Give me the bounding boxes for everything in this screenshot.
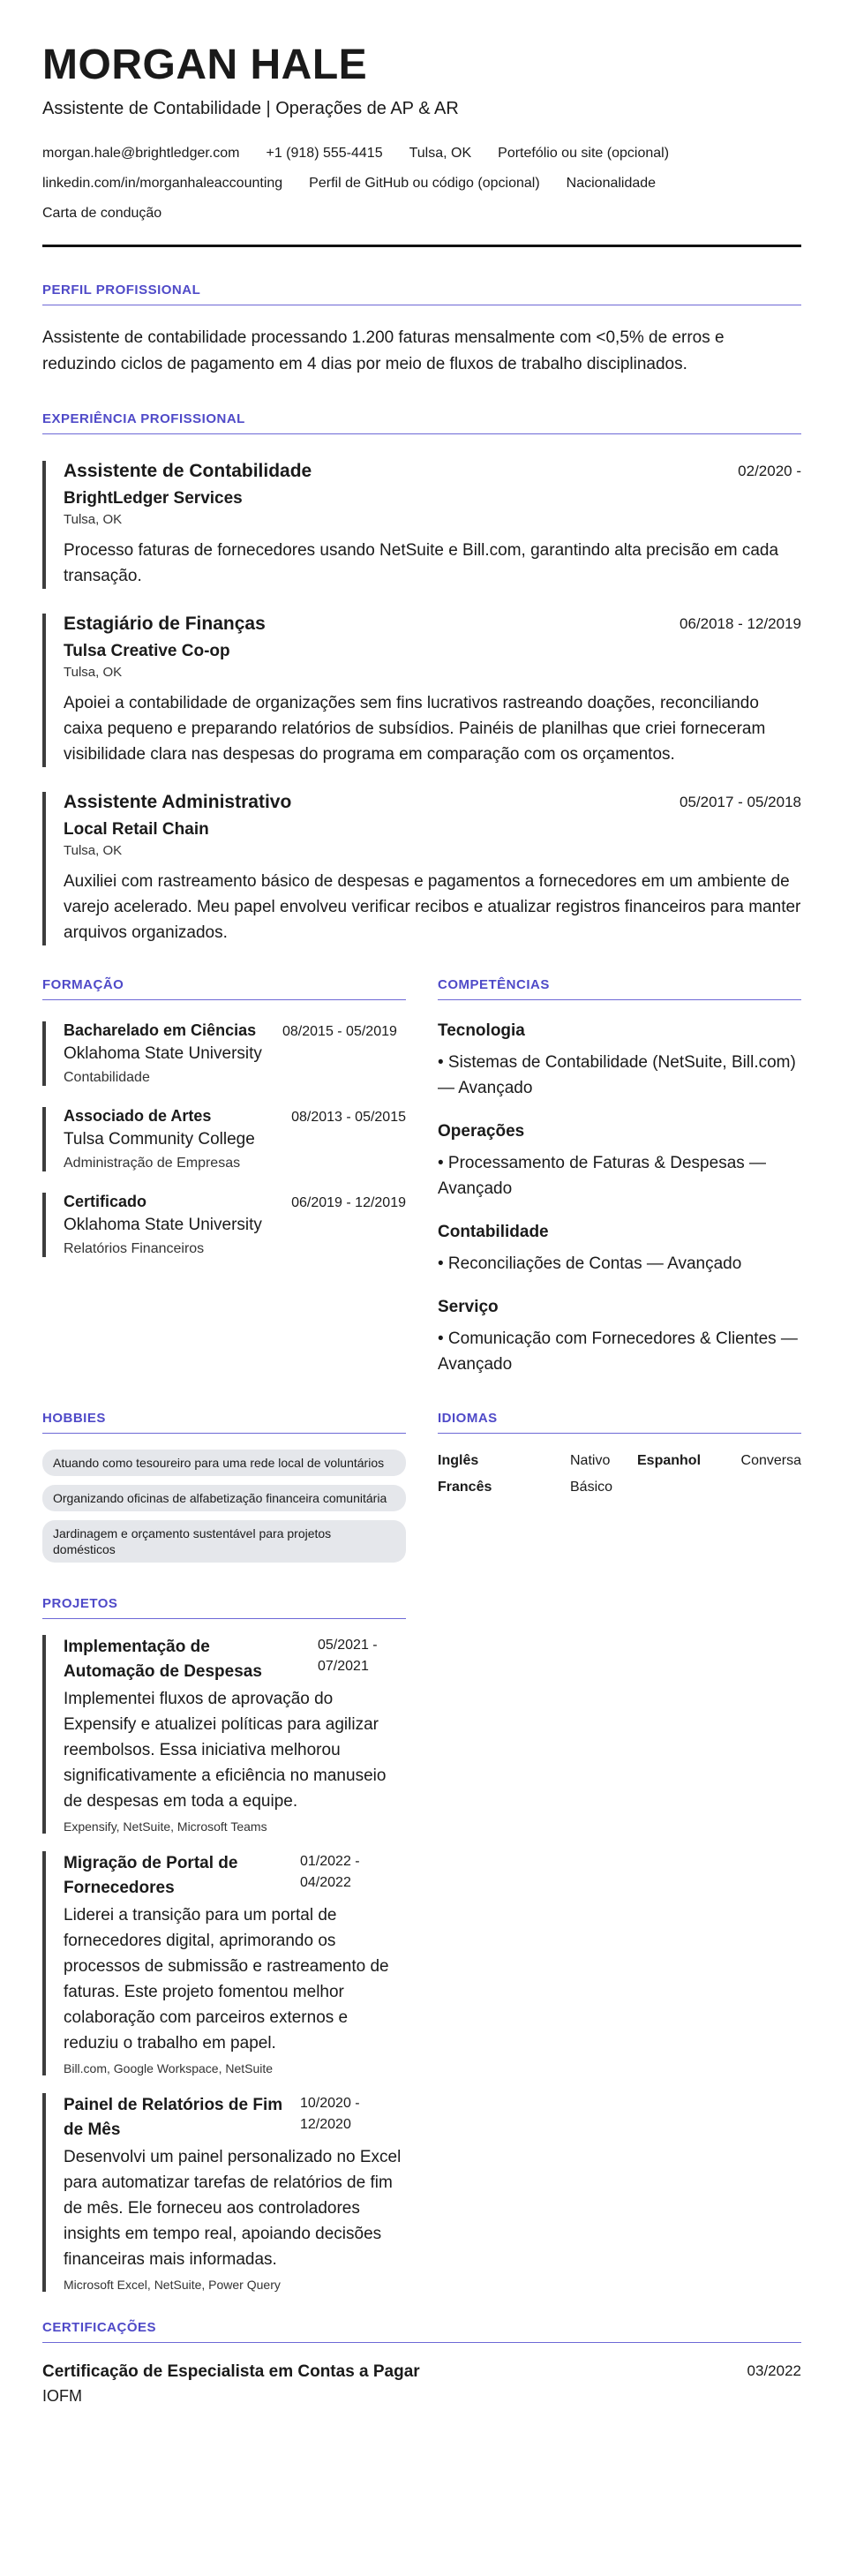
section-divider: [438, 1433, 801, 1434]
experience-entry: [42, 461, 801, 589]
education-entry: [42, 1021, 406, 1086]
section-divider: [438, 999, 801, 1000]
section-divider: [42, 999, 406, 1000]
institution-name: Tulsa Community College: [64, 1130, 255, 1149]
skill-item: • Reconciliações de Contas — Avançado: [438, 1254, 742, 1273]
job-title: Estagiário de Finanças: [64, 614, 266, 634]
education-section: [42, 977, 406, 1377]
field-of-study: Administração de Empresas: [64, 1156, 241, 1171]
skill-category: Tecnologia: [438, 1021, 525, 1040]
project-tech: Bill.com, Google Workspace, NetSuite: [64, 2061, 274, 2075]
section-title: PERFIL PROFISSIONAL: [42, 282, 201, 298]
section-title: FORMAÇÃO: [42, 977, 124, 992]
hobbies-section: [42, 1411, 406, 1563]
experience-entry: [42, 614, 801, 767]
education-date: 08/2015 - 05/2019: [282, 1024, 397, 1039]
skill-category: Operações: [438, 1122, 525, 1141]
skill-category: Contabilidade: [438, 1223, 549, 1241]
contact-portfolio[interactable]: Portefólio ou site (opcional): [498, 146, 670, 161]
contact-linkedin[interactable]: linkedin.com/in/morganhaleaccounting: [42, 176, 283, 191]
skill-item: • Processamento de Faturas & Despesas — Avançado: [438, 1154, 767, 1198]
skill-category: Serviço: [438, 1298, 499, 1316]
hobby-pill: Atuando como tesoureiro para uma rede local de voluntários: [42, 1450, 406, 1476]
education-date: 06/2019 - 12/2019: [291, 1195, 406, 1210]
contact-location: Tulsa, OK: [409, 146, 472, 161]
field-of-study: Contabilidade: [64, 1070, 150, 1085]
section-title: COMPETÊNCIAS: [438, 977, 550, 992]
job-company: BrightLedger Services: [64, 489, 243, 508]
summary-text: Assistente de contabilidade processando 1.200 faturas mensalmente com <0,5% de erros e reduzindo ciclos de pagamento em 4 dias por meio de fluxos de trabalho disciplinados.: [42, 328, 725, 373]
job-date: 05/2017 - 05/2018: [679, 794, 801, 810]
section-divider: [42, 2342, 801, 2343]
experience-entry: [42, 792, 801, 945]
contact-phone[interactable]: +1 (918) 555-4415: [266, 146, 383, 161]
job-description: Auxiliei com rastreamento básico de despesas e pagamentos a fornecedores em um ambiente de varejo acelerado. Meu papel envolveu verificar recibos e atualizar registros financeiros para manter arquivos organizados.: [64, 872, 801, 942]
certifications-section: [42, 2320, 801, 2406]
degree-title: Bacharelado em Ciências: [64, 1021, 257, 1039]
hobbies-languages-row: [42, 1411, 801, 1563]
contact-github[interactable]: Perfil de GitHub ou código (opcional): [309, 176, 540, 191]
language-name: Espanhol: [637, 1453, 702, 1468]
project-tech: Microsoft Excel, NetSuite, Power Query: [64, 2278, 281, 2292]
project-description: Implementei fluxos de aprovação do Expensify e atualizei políticas para agilizar reembolsos. Essa iniciativa melhorou significativamente a eficiência no manuseio de despesas em toda a equipe.: [64, 1690, 387, 1811]
education-date: 08/2013 - 05/2015: [291, 1110, 406, 1125]
contact-driving-license: Carta de condução: [42, 206, 162, 221]
language-level: Conversa: [740, 1453, 801, 1468]
project-entry: [42, 1635, 406, 1834]
project-entry: [42, 1851, 406, 2075]
job-description: Apoiei a contabilidade de organizações sem fins lucrativos rastreando doações, reconciliando caixa pequeno e preparando relatórios de subsídios. Painéis de planilhas que criei forneceram visibilidade clara nas despesas do programa em comparação com os orçamentos.: [64, 694, 766, 764]
job-description: Processo faturas de fornecedores usando NetSuite e Bill.com, garantindo alta precisão em cada transação.: [64, 541, 779, 585]
project-title: Painel de Relatórios de Fim de Mês: [64, 2096, 283, 2139]
project-title: Implementação de Automação de Despesas: [64, 1638, 262, 1681]
job-title: Assistente de Contabilidade: [64, 461, 312, 481]
header-divider: [42, 245, 801, 247]
section-divider: [42, 433, 801, 434]
language-level: Básico: [570, 1480, 613, 1495]
project-date: 01/2022 - 04/2022: [300, 1854, 360, 1890]
section-title: PROJETOS: [42, 1596, 118, 1611]
project-date: 05/2021 - 07/2021: [318, 1638, 378, 1674]
certification-name: Certificação de Especialista em Contas a Pagar: [42, 2362, 420, 2381]
job-company: Tulsa Creative Co-op: [64, 642, 230, 660]
degree-title: Certificado: [64, 1193, 147, 1210]
job-company: Local Retail Chain: [64, 820, 209, 839]
skill-item: • Comunicação com Fornecedores & Clientes — Avançado: [438, 1329, 798, 1374]
certification-entry: [42, 2362, 801, 2406]
project-entry: [42, 2093, 406, 2292]
projects-section: [42, 1596, 406, 2292]
job-location: Tulsa, OK: [64, 665, 123, 680]
job-location: Tulsa, OK: [64, 843, 123, 858]
skill-item: • Sistemas de Contabilidade (NetSuite, Bill.com) — Avançado: [438, 1053, 796, 1097]
hobby-pill: Jardinagem e orçamento sustentável para projetos domésticos: [42, 1520, 406, 1563]
languages-grid: [438, 1453, 801, 1495]
certification-issuer: IOFM: [42, 2387, 82, 2405]
hobby-pill: Organizando oficinas de alfabetização financeira comunitária: [42, 1485, 406, 1511]
certification-date: 03/2022: [747, 2362, 801, 2379]
job-location: Tulsa, OK: [64, 512, 123, 527]
language-name: Inglês: [438, 1453, 479, 1468]
project-date: 10/2020 - 12/2020: [300, 2096, 360, 2132]
summary-section: [42, 282, 801, 378]
section-title: EXPERIÊNCIA PROFISSIONAL: [42, 411, 245, 426]
resume-header: [42, 41, 801, 247]
contact-email[interactable]: morgan.hale@brightledger.com: [42, 146, 240, 161]
languages-section: [438, 1411, 801, 1563]
job-date: 02/2020 -: [738, 463, 801, 479]
project-title: Migração de Portal de Fornecedores: [64, 1854, 238, 1897]
institution-name: Oklahoma State University: [64, 1216, 262, 1234]
language-name: Francês: [438, 1480, 492, 1495]
section-divider: [42, 1618, 406, 1619]
field-of-study: Relatórios Financeiros: [64, 1241, 205, 1256]
degree-title: Associado de Artes: [64, 1107, 212, 1125]
candidate-name: MORGAN HALE: [42, 41, 368, 88]
language-level: Nativo: [570, 1453, 611, 1468]
skills-section: [438, 977, 801, 1377]
education-entry: [42, 1107, 406, 1171]
section-title: CERTIFICAÇÕES: [42, 2320, 157, 2335]
candidate-subtitle: Assistente de Contabilidade | Operações de AP & AR: [42, 99, 459, 118]
project-description: Desenvolvi um painel personalizado no Excel para automatizar tarefas de relatórios de fim de mês. Ele forneceu aos controladores insights em tempo real, apoiando decisões financeiras mais informadas.: [64, 2148, 402, 2269]
institution-name: Oklahoma State University: [64, 1044, 262, 1063]
contact-info: [42, 139, 801, 229]
section-title: HOBBIES: [42, 1411, 106, 1426]
section-title: IDIOMAS: [438, 1411, 498, 1426]
education-entry: [42, 1193, 406, 1257]
education-skills-row: [42, 977, 801, 1377]
project-description: Liderei a transição para um portal de fornecedores digital, aprimorando os processos de submissão e rastreamento de faturas. Este projeto fomentou melhor colaboração com parceiros externos e reduziu o trabalho em papel.: [64, 1906, 389, 2053]
project-tech: Expensify, NetSuite, Microsoft Teams: [64, 1819, 267, 1834]
experience-section: [42, 411, 801, 945]
contact-nationality: Nacionalidade: [566, 176, 657, 191]
job-date: 06/2018 - 12/2019: [679, 615, 801, 632]
job-title: Assistente Administrativo: [64, 792, 292, 812]
